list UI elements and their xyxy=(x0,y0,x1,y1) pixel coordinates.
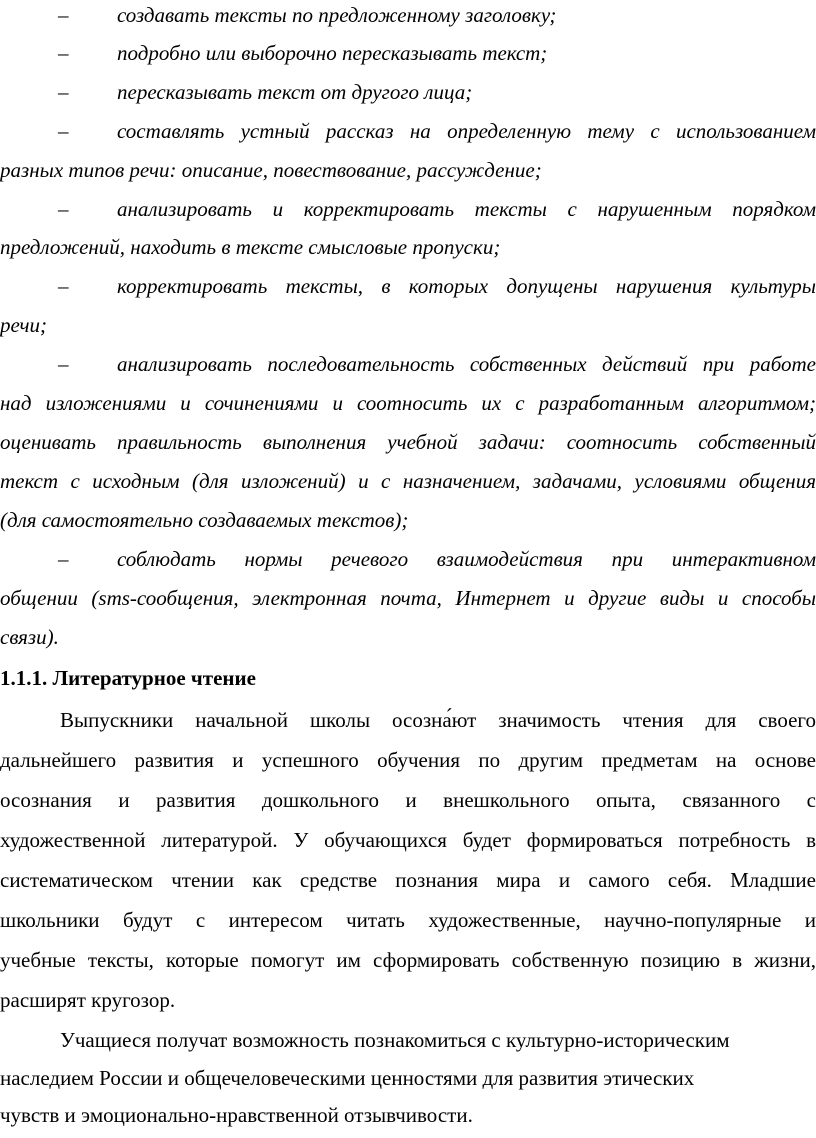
bullet-dash: – xyxy=(58,547,69,571)
paragraph-line xyxy=(0,985,816,1015)
bullet-text: общении (sms-сообщения, электронная почта, Интернет и другие виды и способы xyxy=(0,586,816,610)
paragraph-text: Учащиеся получат возможность познакомиться с культурно-историческим xyxy=(60,1028,730,1052)
bullet-text: пересказывать текст от другого лица; xyxy=(117,80,473,104)
bullet-text: соблюдать нормы речевого взаимодействия при интерактивном xyxy=(117,547,816,571)
section-heading: 1.1.1. Литературное чтение xyxy=(0,666,256,690)
paragraph-line xyxy=(0,1025,816,1055)
bullet-item xyxy=(0,116,816,146)
bullet-item xyxy=(0,77,816,107)
bullet-text: связи). xyxy=(0,625,59,649)
paragraph-text: Выпускники начальной школы осозна́ют значимость чтения для своего xyxy=(60,708,816,732)
paragraph-text: учебные тексты, которые помогут им сформировать собственную позицию в жизни, xyxy=(0,948,816,972)
bullet-text: предложений, находить в тексте смысловые пропуски; xyxy=(0,235,501,259)
bullet-continuation xyxy=(0,427,816,457)
bullet-text: речи; xyxy=(0,313,48,337)
bullet-text: оценивать правильность выполнения учебной задачи: соотносить собственный xyxy=(0,430,816,454)
section-heading-row xyxy=(0,663,816,693)
paragraph-line xyxy=(0,905,816,935)
bullet-item xyxy=(0,271,816,301)
bullet-text: текст с исходным (для изложений) и с назначением, задачами, условиями общения xyxy=(0,469,816,493)
bullet-item xyxy=(0,38,816,68)
bullet-dash: – xyxy=(58,119,69,143)
paragraph-text: расширят кругозор. xyxy=(0,988,176,1012)
bullet-text: анализировать последовательность собственных действий при работе xyxy=(117,352,816,376)
bullet-continuation xyxy=(0,232,816,262)
bullet-continuation xyxy=(0,155,816,185)
bullet-text: разных типов речи: описание, повествование, рассуждение; xyxy=(0,158,542,182)
paragraph-text: школьники будут с интересом читать художественные, научно-популярные и xyxy=(0,908,816,932)
bullet-item xyxy=(0,349,816,379)
bullet-text: создавать тексты по предложенному заголовку; xyxy=(117,3,557,27)
paragraph-line xyxy=(0,865,816,895)
bullet-text: анализировать и корректировать тексты с нарушенным порядком xyxy=(117,197,816,221)
paragraph-line xyxy=(0,785,816,815)
paragraph-line xyxy=(0,745,816,775)
bullet-continuation xyxy=(0,466,816,496)
bullet-dash: – xyxy=(58,41,69,65)
paragraph-text: систематическом чтении как средстве познания мира и самого себя. Младшие xyxy=(0,868,816,892)
bullet-dash: – xyxy=(58,197,69,221)
bullet-text: (для самостоятельно создаваемых текстов); xyxy=(0,508,409,532)
paragraph-line xyxy=(0,825,816,855)
paragraph-line xyxy=(0,705,816,735)
bullet-item xyxy=(0,0,816,30)
bullet-item xyxy=(0,544,816,574)
paragraph-text: художественной литературой. У обучающихся будет формироваться потребность в xyxy=(0,828,816,852)
paragraph-text: чувств и эмоционально-нравственной отзывчивости. xyxy=(0,1103,473,1127)
bullet-dash: – xyxy=(58,80,69,104)
bullet-text: составлять устный рассказ на определенную тему с использованием xyxy=(117,119,816,143)
bullet-text: подробно или выборочно пересказывать текст; xyxy=(117,41,548,65)
bullet-continuation xyxy=(0,505,816,535)
paragraph-text: осознания и развития дошкольного и внешкольного опыта, связанного с xyxy=(0,788,816,812)
bullet-continuation xyxy=(0,310,816,340)
bullet-text: над изложениями и сочинениями и соотносить их с разработанным алгоритмом; xyxy=(0,391,816,415)
bullet-dash: – xyxy=(58,274,69,298)
paragraph-line xyxy=(0,945,816,975)
paragraph-line xyxy=(0,1100,816,1130)
bullet-dash: – xyxy=(58,352,69,376)
bullet-continuation xyxy=(0,583,816,613)
bullet-text: корректировать тексты, в которых допущены нарушения культуры xyxy=(117,274,816,298)
bullet-continuation xyxy=(0,388,816,418)
bullet-item xyxy=(0,194,816,224)
bullet-dash: – xyxy=(58,3,69,27)
bullet-continuation xyxy=(0,622,816,652)
paragraph-line xyxy=(0,1063,816,1093)
paragraph-text: дальнейшего развития и успешного обучения по другим предметам на основе xyxy=(0,748,816,772)
paragraph-text: наследием России и общечеловеческими ценностями для развития этических xyxy=(0,1066,695,1090)
